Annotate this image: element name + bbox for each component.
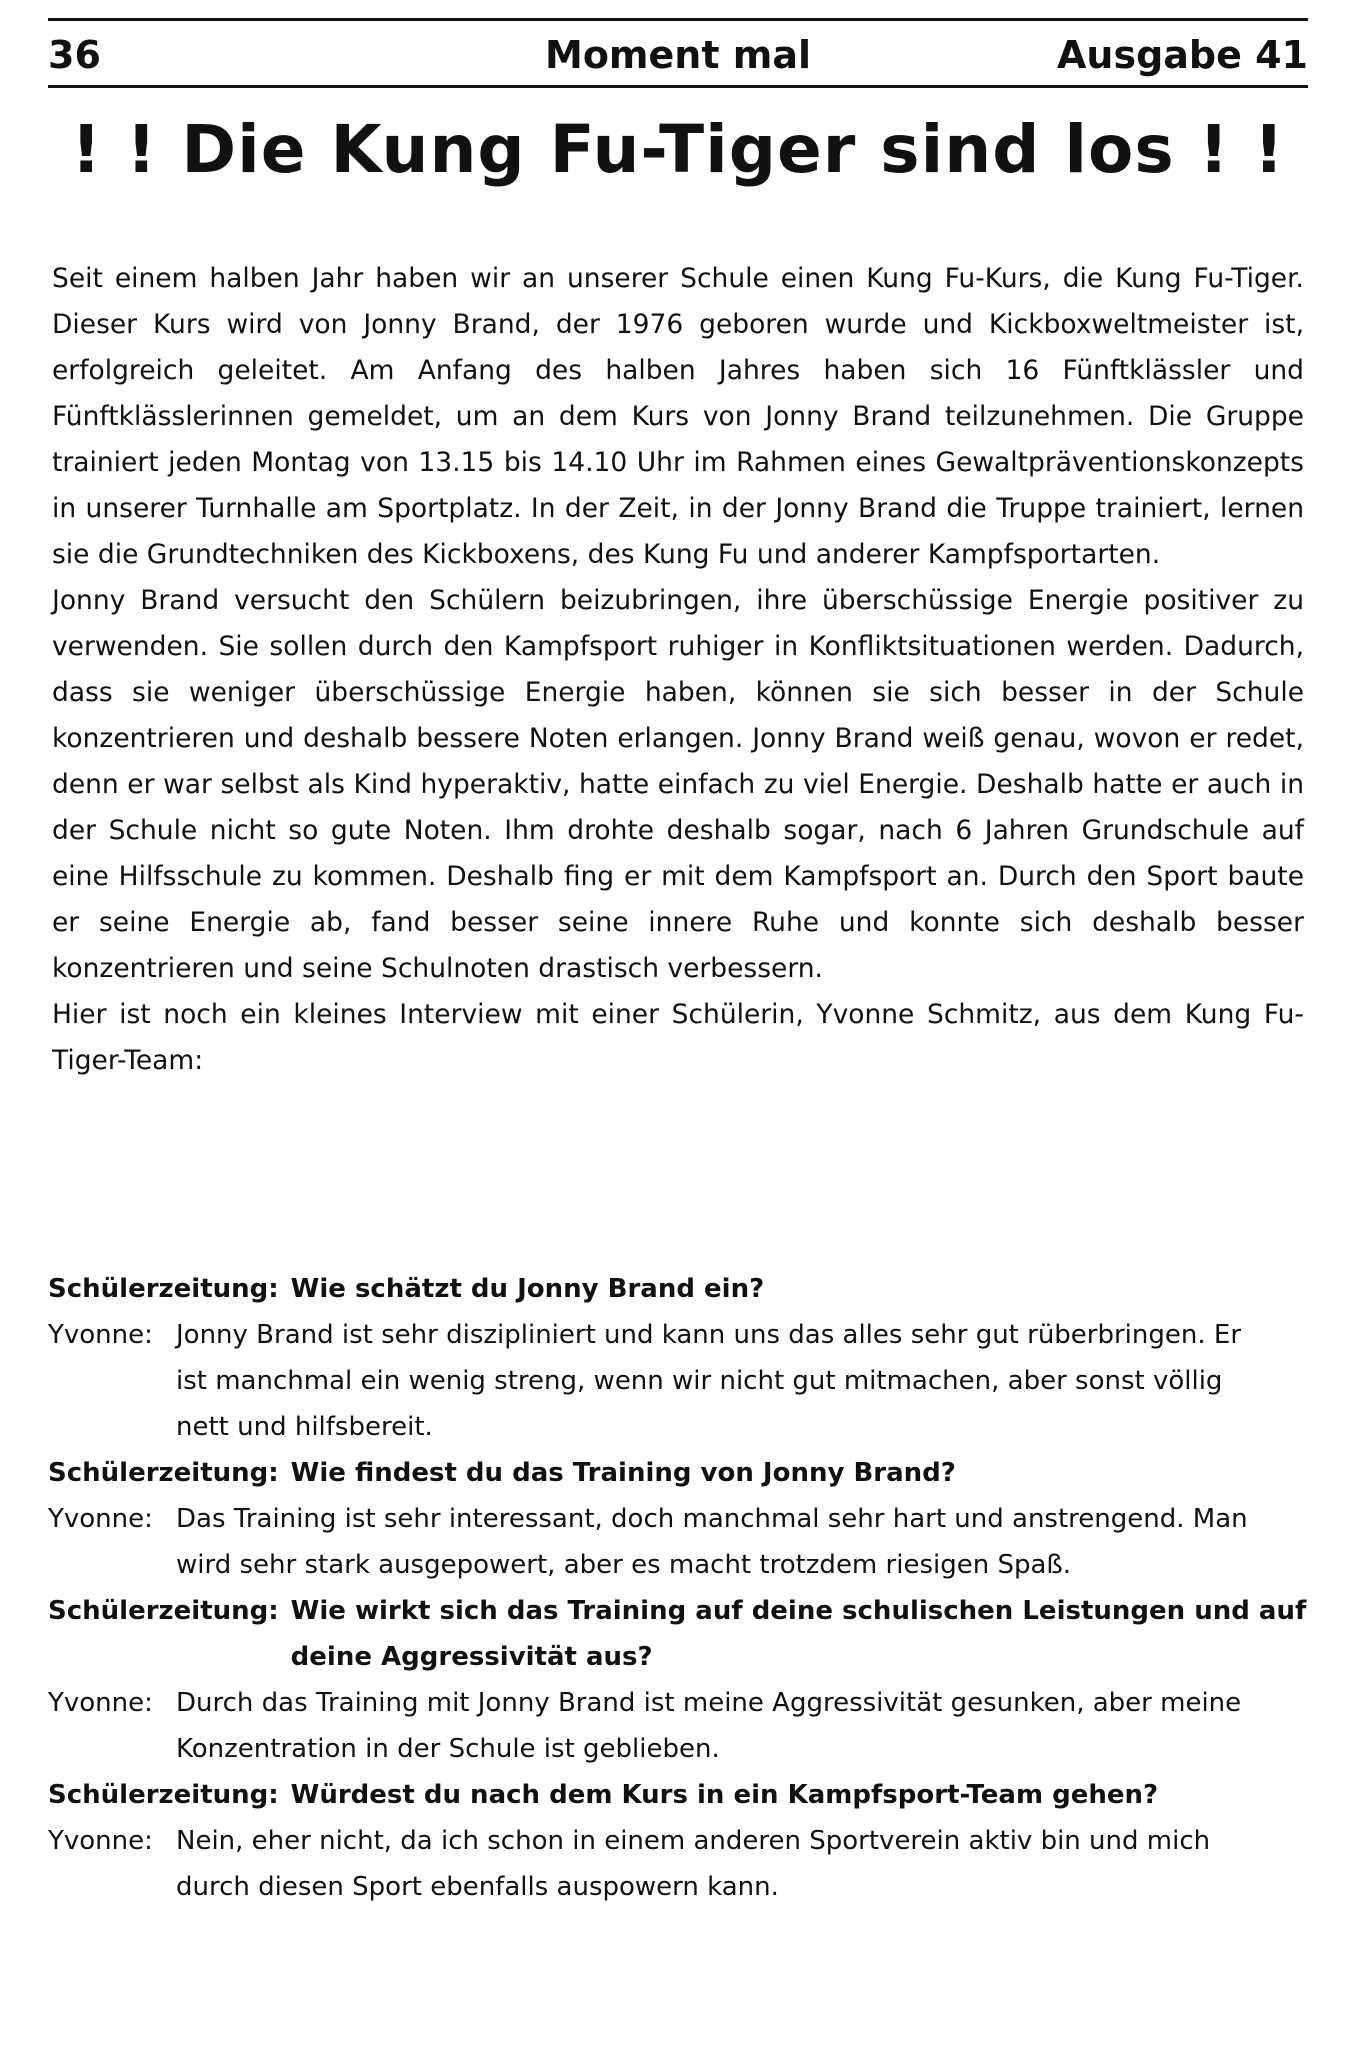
question-text: Wie schätzt du Jonny Brand ein? bbox=[290, 1274, 765, 1304]
qa-pair bbox=[48, 1588, 1308, 1772]
interview-answer bbox=[48, 1312, 1308, 1450]
interview-section bbox=[48, 1266, 1308, 1910]
qa-pair bbox=[48, 1772, 1308, 1910]
interview-question bbox=[48, 1588, 1308, 1680]
question-text: Wie wirkt sich das Training auf deine schulischen Leistungen und auf deine Aggressivität aus? bbox=[290, 1596, 1307, 1672]
respondent-label: Yvonne: bbox=[48, 1504, 153, 1534]
paragraph: Hier ist noch ein kleines Interview mit einer Schülerin, Yvonne Schmitz, aus dem Kung Fu-Tiger-Team: bbox=[52, 999, 1304, 1076]
page-number: 36 bbox=[48, 33, 101, 77]
interview-question bbox=[48, 1450, 1308, 1496]
interview-answer bbox=[48, 1818, 1308, 1910]
paragraph: Jonny Brand versucht den Schülern beizubringen, ihre überschüssige Energie positiver zu verwenden. Sie sollen durch den Kampfsport ruhiger in Konfliktsituationen werden. Dadurch, dass sie weniger überschüssige Energie haben, können sie sich besser in der Schule konzentrieren und deshalb bessere Noten erlangen. Jonny Brand weiß genau, wovon er redet, denn er war selbst als Kind hyperaktiv, hatte einfach zu viel Energie. Deshalb hatte er auch in der Schule nicht so gute Noten. Ihm drohte deshalb sogar, nach 6 Jahren Grundschule auf eine Hilfsschule zu kommen. Deshalb fing er mit dem Kampfsport an. Durch den Sport baute er seine Energie ab, fand besser seine innere Ruhe und konnte sich deshalb besser konzentrieren und seine Schulnoten drastisch verbessern. bbox=[52, 585, 1304, 984]
question-text: Würdest du nach dem Kurs in ein Kampfsport-Team gehen? bbox=[290, 1780, 1159, 1810]
magazine-name: Moment mal bbox=[545, 33, 811, 77]
respondent-label: Yvonne: bbox=[48, 1320, 153, 1350]
article-title: ! ! Die Kung Fu-Tiger sind los ! ! bbox=[71, 111, 1285, 188]
interview-answer bbox=[48, 1496, 1308, 1588]
qa-pair bbox=[48, 1450, 1308, 1588]
qa-pair bbox=[48, 1266, 1308, 1450]
respondent-label: Yvonne: bbox=[48, 1688, 153, 1718]
newspaper-page bbox=[48, 0, 1308, 2060]
answer-text: Jonny Brand ist sehr diszipliniert und kann uns das alles sehr gut rüberbringen. Er ist manchmal ein wenig streng, wenn wir nicht gut mitmachen, aber sonst völlig nett und hilfsbereit. bbox=[176, 1320, 1242, 1442]
question-text: Wie findest du das Training von Jonny Brand? bbox=[290, 1458, 956, 1488]
interviewer-label: Schülerzeitung: bbox=[48, 1458, 279, 1488]
issue-number: Ausgabe 41 bbox=[1056, 33, 1308, 77]
interviewer-label: Schülerzeitung: bbox=[48, 1780, 279, 1810]
page-header bbox=[48, 18, 1308, 88]
answer-text: Das Training ist sehr interessant, doch manchmal sehr hart und anstrengend. Man wird sehr stark ausgepowert, aber es macht trotzdem riesigen Spaß. bbox=[176, 1504, 1248, 1580]
interviewer-label: Schülerzeitung: bbox=[48, 1596, 279, 1626]
interview-answer bbox=[48, 1680, 1308, 1772]
answer-text: Nein, eher nicht, da ich schon in einem anderen Sportverein aktiv bin und mich durch diesen Sport ebenfalls auspowern kann. bbox=[176, 1826, 1211, 1902]
interview-question bbox=[48, 1772, 1308, 1818]
interview-question bbox=[48, 1266, 1308, 1312]
interviewer-label: Schülerzeitung: bbox=[48, 1274, 279, 1304]
answer-text: Durch das Training mit Jonny Brand ist meine Aggressivität gesunken, aber meine Konzentration in der Schule ist geblieben. bbox=[176, 1688, 1242, 1764]
paragraph: Seit einem halben Jahr haben wir an unserer Schule einen Kung Fu-Kurs, die Kung Fu-Tiger. Dieser Kurs wird von Jonny Brand, der 1976 geboren wurde und Kickboxweltmeister ist, erfolgreich geleitet. Am Anfang des halben Jahres haben sich 16 Fünftklässler und Fünftklässlerinnen gemeldet, um an dem Kurs von Jonny Brand teilzunehmen. Die Gruppe trainiert jeden Montag von 13.15 bis 14.10 Uhr im Rahmen eines Gewaltpräventionskonzepts in unserer Turnhalle am Sportplatz. In der Zeit, in der Jonny Brand die Truppe trainiert, lernen sie die Grundtechniken des Kickboxens, des Kung Fu und anderer Kampfsportarten. bbox=[52, 263, 1304, 570]
article-body bbox=[52, 256, 1304, 1084]
respondent-label: Yvonne: bbox=[48, 1826, 153, 1856]
